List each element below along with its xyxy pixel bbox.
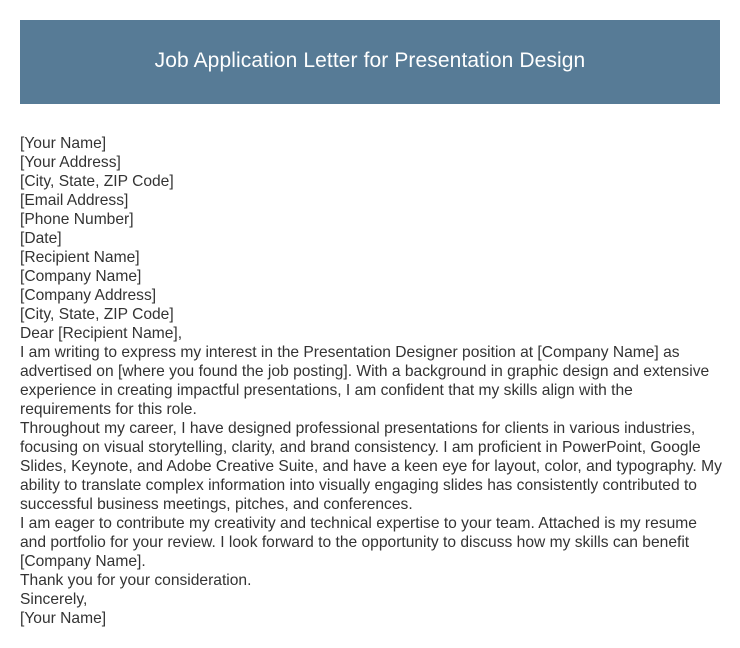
sender-email: [Email Address]: [20, 192, 129, 209]
letter-body: [20, 134, 725, 628]
recipient-name: [Recipient Name]: [20, 249, 140, 266]
paragraph-eagerness: I am eager to contribute my creativity and technical expertise to your team. Attached is my resume and portfolio for your review. I look forward to the opportunity to discuss how my skills can benefit [Company Name].: [20, 515, 697, 570]
salutation: Dear [Recipient Name],: [20, 325, 183, 342]
paragraph-experience: Throughout my career, I have designed professional presentations for clients in various industries, focusing on visual storytelling, clarity, and brand consistency. I am proficient in PowerPoint, Google Slides, Keynote, and Adobe Creative Suite, and have a keen eye for layout, color, and typography. My ability to translate complex information into visually engaging slides has consistently contributed to successful business meetings, pitches, and conferences.: [20, 420, 722, 513]
sender-city-state-zip: [City, State, ZIP Code]: [20, 173, 174, 190]
letter-date: [Date]: [20, 230, 62, 247]
sender-phone: [Phone Number]: [20, 211, 134, 228]
closing: Sincerely,: [20, 591, 88, 608]
recipient-city-state-zip: [City, State, ZIP Code]: [20, 306, 174, 323]
paragraph-thanks: Thank you for your consideration.: [20, 572, 252, 589]
signature: [Your Name]: [20, 610, 107, 627]
sender-address: [Your Address]: [20, 154, 121, 171]
page-title: Job Application Letter for Presentation Design: [154, 49, 586, 72]
recipient-company-address: [Company Address]: [20, 287, 157, 304]
header-banner: [20, 20, 720, 104]
recipient-company: [Company Name]: [20, 268, 142, 285]
sender-name: [Your Name]: [20, 135, 107, 152]
paragraph-intro: I am writing to express my interest in the Presentation Designer position at [Company Name] as advertised on [where you found the job posting]. With a background in graphic design and extensive experience in creating impactful presentations, I am confident that my skills align with the requirements for this role.: [20, 344, 710, 418]
